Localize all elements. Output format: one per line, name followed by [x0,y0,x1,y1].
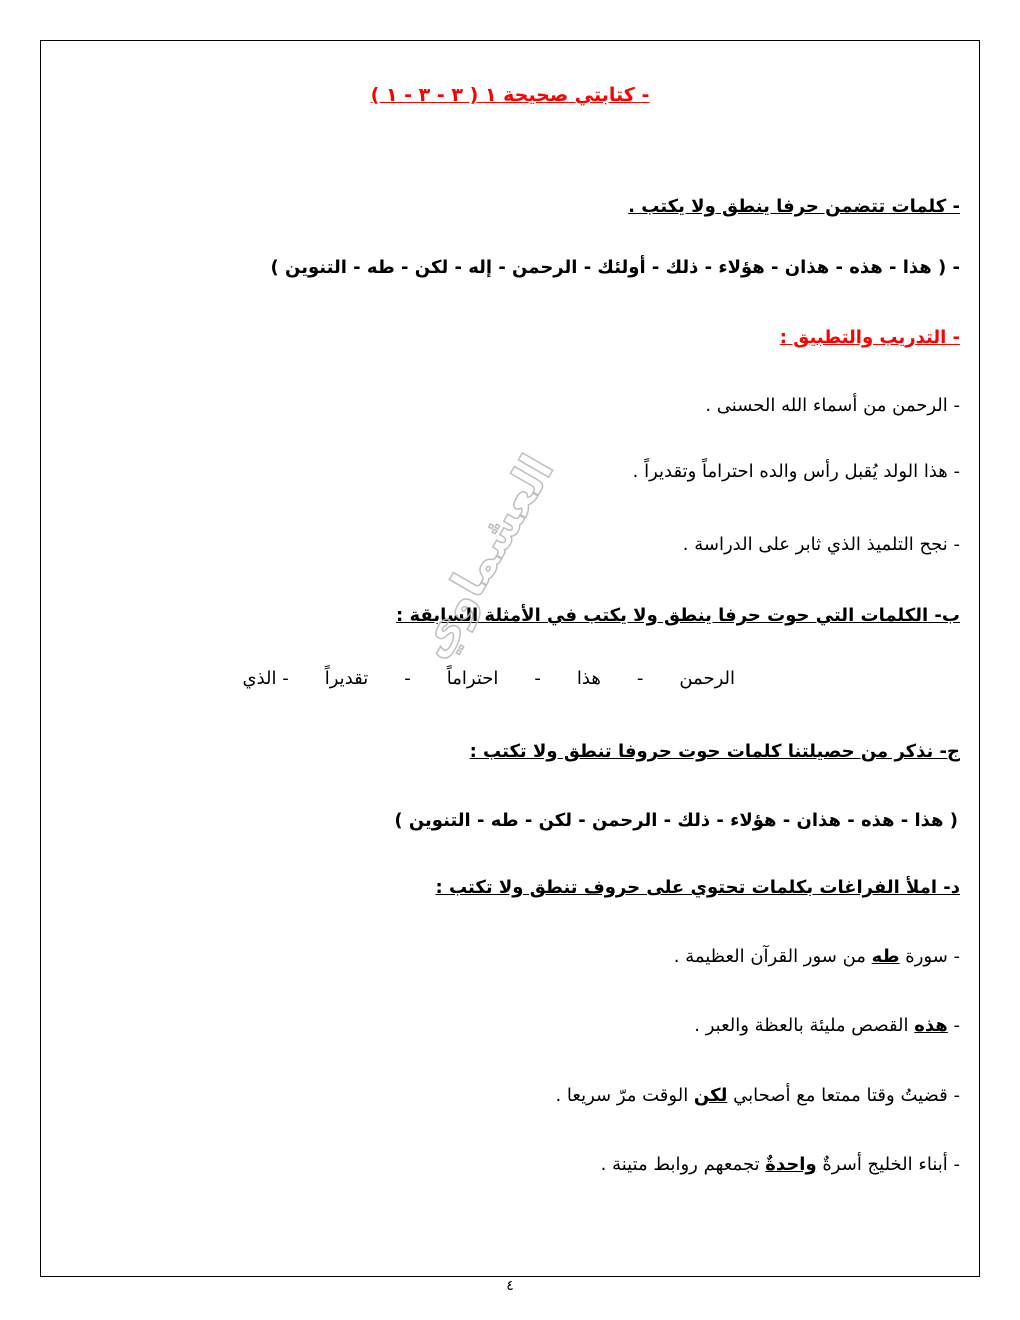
fill-answer: لكن [693,1085,728,1106]
sentence-2: - هذا الولد يُقبل رأس والده احتراماً وتقديراً . [632,461,960,482]
b-heading: ب- الكلمات التي حوت حرفا ينطق ولا يكتب في الأمثلة السابقة : [396,605,960,626]
sentence-1: - الرحمن من أسماء الله الحسنى . [705,395,960,416]
section1-words: - ( هذا - هذه - هذان - هؤلاء - ذلك - أولئك - الرحمن - إله - لكن - طه - التنوين ) [270,257,960,278]
fill-sentence-1: - سورة طه من سور القرآن العظيمة . [673,946,960,967]
b-word: هذا [576,668,601,689]
c-words: ( هذا - هذه - هذان - هؤلاء - ذلك - الرحمن - لكن - طه - التنوين ) [394,810,958,831]
practice-heading: - التدريب والتطبيق : [779,327,960,348]
b-word: - الذي [242,668,289,689]
c-heading: ج- نذكر من حصيلتنا كلمات حوت حروفا تنطق ولا تكتب : [469,741,960,762]
sentence-3: - نجح التلميذ الذي ثابر على الدراسة . [682,534,960,555]
d-heading: د- املأ الفراغات بكلمات تحتوي على حروف تنطق ولا تكتب : [435,877,960,898]
page-title: - كتابتي صحيحة ١ ( ٣ - ٣ - ١ ) [370,84,650,106]
b-word: احتراماً [446,668,499,689]
page-number: ٤ [506,1278,514,1294]
fill-answer: هذه [914,1015,948,1036]
fill-answer: واحدةٌ [765,1154,817,1175]
b-word: - [636,668,644,689]
b-word: تقديراً [324,668,369,689]
fill-sentence-2: - هذه القصص مليئة بالعظة والعبر . [694,1015,960,1036]
watermark: العشماوي [405,445,565,667]
b-word: - [404,668,411,689]
b-word: - [534,668,541,689]
b-word: الرحمن [679,668,735,689]
b-words [243,668,736,689]
fill-sentence-3: - قضيتُ وقتا ممتعا مع أصحابي لكن الوقت مرّ سريعا . [555,1085,960,1106]
section1-heading: - كلمات تتضمن حرفا ينطق ولا يكتب . [628,196,960,217]
fill-answer: طه [871,946,900,967]
fill-sentence-4: - أبناء الخليج أسرةٌ واحدةٌ تجمعهم روابط متينة . [600,1154,960,1175]
